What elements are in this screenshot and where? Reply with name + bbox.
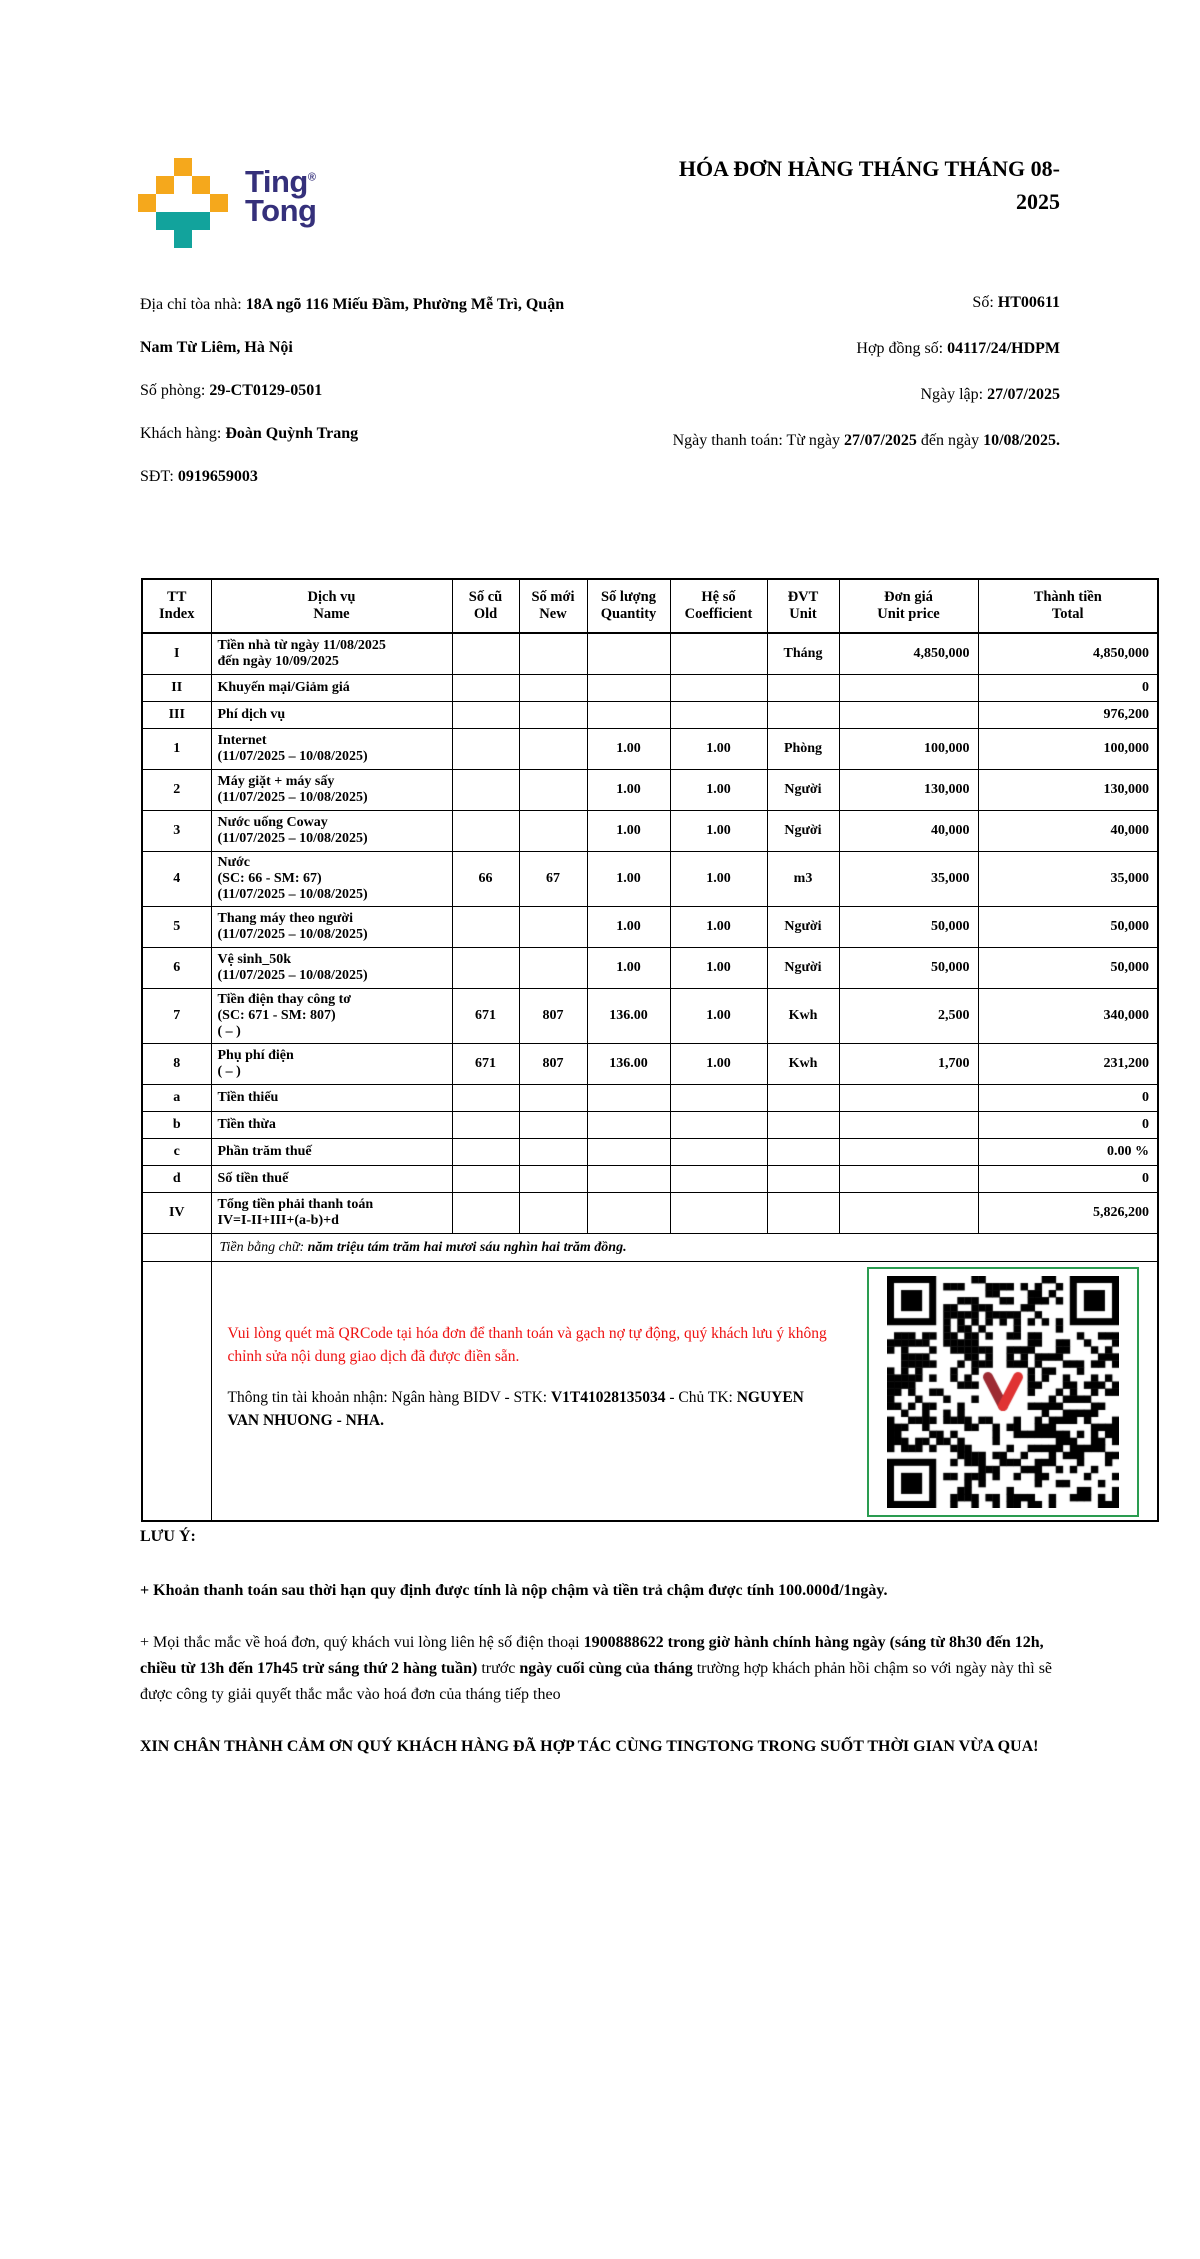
cell-unit	[767, 1139, 839, 1166]
note-contact-seg: trường hợp khách phản hồi chậm so với ngày này thì sẽ được công ty giải quyết thắc mắc vào hoá đơn của tháng tiếp theo	[140, 1660, 1053, 1703]
table-row	[142, 1085, 1158, 1112]
table-header-label: Unit price	[877, 606, 940, 622]
cell-empty	[142, 1262, 211, 1522]
cell-price: 4,850,000	[839, 633, 978, 675]
cell-qty: 136.00	[587, 1044, 670, 1085]
cell-qty: 1.00	[587, 907, 670, 948]
table-header-cell	[452, 579, 519, 633]
cell-price: 100,000	[839, 729, 978, 770]
cell-new	[519, 702, 587, 729]
cell-coef: 1.00	[670, 729, 767, 770]
table-row	[142, 1112, 1158, 1139]
cell-coef: 1.00	[670, 770, 767, 811]
cell-old: 66	[452, 852, 519, 907]
table-header-row	[142, 579, 1158, 633]
invoice-meta-line-seg: HT00611	[997, 294, 1060, 311]
customer-info-line	[140, 455, 598, 498]
table-header-label: Hệ số	[701, 589, 736, 605]
cell-coef: 1.00	[670, 852, 767, 907]
table-header-cell	[519, 579, 587, 633]
service-name-line: (11/07/2025 – 10/08/2025)	[217, 887, 368, 902]
cell-price: 2,500	[839, 989, 978, 1044]
cell-total: 0	[978, 1112, 1158, 1139]
cell-new: 67	[519, 852, 587, 907]
cell-qty: 1.00	[587, 770, 670, 811]
customer-info-line-seg: 29-CT0129-0501	[209, 382, 323, 399]
cell-coef	[670, 1166, 767, 1193]
cell-new	[519, 729, 587, 770]
cell-name	[211, 1139, 452, 1166]
cell-total: 0	[978, 1085, 1158, 1112]
cell-new: 807	[519, 989, 587, 1044]
invoice-meta-line	[670, 326, 1060, 372]
cell-old	[452, 811, 519, 852]
table-header-cell	[211, 579, 452, 633]
cell-price: 50,000	[839, 948, 978, 989]
customer-info-line-seg: 18A ngõ 116 Miếu Đầm, Phường Mễ Trì, Quận Nam Từ Liêm, Hà Nội	[140, 296, 565, 356]
cell-idx: 5	[142, 907, 211, 948]
table-row	[142, 852, 1158, 907]
cell-old	[452, 1085, 519, 1112]
qr-code	[887, 1276, 1119, 1508]
amount-in-words	[211, 1234, 1158, 1262]
cell-coef	[670, 1139, 767, 1166]
table-header-label: Đơn giá	[884, 589, 933, 605]
cell-total: 130,000	[978, 770, 1158, 811]
table-row	[142, 729, 1158, 770]
qr-note-red: Vui lòng quét mã QRCode tại hóa đơn để thanh toán và gạch nợ tự động, quý khách lưu ý không chỉnh sửa nội dung giao dịch đã được điền sẵn.	[227, 1325, 827, 1365]
logo-pixel	[156, 212, 210, 230]
cell-old	[452, 729, 519, 770]
cell-coef: 1.00	[670, 948, 767, 989]
table-header-label: Dịch vụ	[307, 589, 356, 605]
cell-empty	[142, 1234, 211, 1262]
footer-notes	[140, 1524, 1060, 1786]
cell-qty	[587, 675, 670, 702]
amount-words-row	[142, 1234, 1158, 1262]
cell-total: 0	[978, 1166, 1158, 1193]
cell-total: 0.00 %	[978, 1139, 1158, 1166]
cell-name	[211, 1044, 452, 1085]
service-name-line: (11/07/2025 – 10/08/2025)	[217, 790, 368, 805]
cell-old	[452, 770, 519, 811]
service-name-line: Thang máy theo người	[217, 911, 354, 926]
invoice-meta-line-seg: Ngày lập:	[920, 386, 988, 403]
cell-unit: Người	[767, 811, 839, 852]
cell-new	[519, 675, 587, 702]
cell-new: 807	[519, 1044, 587, 1085]
cell-coef	[670, 633, 767, 675]
cell-idx: d	[142, 1166, 211, 1193]
cell-unit	[767, 1166, 839, 1193]
table-header-label: ĐVT	[787, 589, 819, 605]
cell-name	[211, 852, 452, 907]
table-header-label: Old	[473, 606, 498, 622]
cell-idx: 7	[142, 989, 211, 1044]
note-contact-seg: 1900888622 trong giờ hành chính hàng ngày (sáng từ 8h30 đến 12h, chiều từ 13h đến 17h45 trừ sáng thứ 2 hàng tuần)	[140, 1634, 1044, 1677]
cell-idx: I	[142, 633, 211, 675]
service-name-line: Internet	[217, 733, 267, 748]
cell-idx: 3	[142, 811, 211, 852]
service-name-line: Tiền nhà từ ngày 11/08/2025	[217, 638, 386, 653]
cell-idx: 4	[142, 852, 211, 907]
invoice-meta	[670, 280, 1060, 464]
invoice-meta-line-seg: 27/07/2025	[844, 432, 917, 449]
cell-total: 50,000	[978, 907, 1158, 948]
invoice-meta-line-seg: Hợp đồng số:	[856, 340, 948, 357]
cell-idx: II	[142, 675, 211, 702]
service-name-line: Máy giặt + máy sấy	[217, 774, 335, 789]
cell-unit: Người	[767, 948, 839, 989]
service-name-line: Khuyến mại/Giảm giá	[217, 680, 350, 695]
account-info-seg: Thông tin tài khoản nhận: Ngân hàng BIDV - STK:	[227, 1389, 551, 1406]
customer-info-line-seg: Địa chỉ tòa nhà:	[140, 296, 246, 313]
cell-price	[839, 1085, 978, 1112]
account-info-seg: V1T41028135034	[550, 1389, 666, 1406]
note-contact-seg: ngày cuối cùng của tháng	[519, 1660, 693, 1677]
cell-price	[839, 702, 978, 729]
invoice-meta-line-seg: 10/08/2025.	[983, 432, 1060, 449]
table-row	[142, 1139, 1158, 1166]
cell-price	[839, 1166, 978, 1193]
cell-total: 0	[978, 675, 1158, 702]
cell-price: 40,000	[839, 811, 978, 852]
logo-line1: Ting®	[245, 164, 316, 199]
service-name-line: IV=I-II+III+(a-b)+d	[217, 1213, 339, 1228]
cell-old	[452, 1139, 519, 1166]
service-name-line: Tiền điện thay công tơ	[217, 992, 352, 1007]
table-row	[142, 702, 1158, 729]
table-row	[142, 948, 1158, 989]
cell-unit	[767, 1193, 839, 1234]
table-header-cell	[670, 579, 767, 633]
cell-name	[211, 811, 452, 852]
note-late-payment-seg: + Khoản thanh toán sau thời hạn quy định được tính là nộp chậm và tiền trả chậm được tính 100.000đ/1ngày.	[140, 1582, 888, 1599]
cell-new	[519, 1193, 587, 1234]
cell-name	[211, 770, 452, 811]
service-name-line: Phí dịch vụ	[217, 707, 286, 722]
service-name-line: Tiền thừa	[217, 1117, 276, 1132]
cell-price	[839, 675, 978, 702]
cell-total: 231,200	[978, 1044, 1158, 1085]
cell-name	[211, 948, 452, 989]
service-name-line: Số tiền thuế	[217, 1171, 289, 1186]
table-header-label: New	[539, 606, 567, 622]
table-header-label: Quantity	[600, 606, 657, 622]
logo-pixel	[174, 158, 192, 176]
table-row	[142, 633, 1158, 675]
cell-price	[839, 1139, 978, 1166]
cell-price	[839, 1193, 978, 1234]
notes-heading: LƯU Ý:	[140, 1528, 196, 1545]
table-header-label: Unit	[789, 606, 817, 622]
cell-idx: 6	[142, 948, 211, 989]
cell-unit: Phòng	[767, 729, 839, 770]
service-name-line: (SC: 66 - SM: 67)	[217, 871, 322, 886]
service-name-line: (11/07/2025 – 10/08/2025)	[217, 968, 368, 983]
table-header-label: Số mới	[531, 589, 575, 605]
cell-unit	[767, 675, 839, 702]
table-row	[142, 989, 1158, 1044]
cell-new	[519, 1112, 587, 1139]
cell-coef	[670, 1112, 767, 1139]
service-name-line: Nước	[217, 855, 250, 870]
note-contact-seg: + Mọi thắc mắc về hoá đơn, quý khách vui lòng liên hệ số điện thoại	[140, 1634, 584, 1651]
logo-pixel	[174, 230, 192, 248]
cell-new	[519, 1085, 587, 1112]
account-info-seg: - Chủ TK:	[665, 1389, 737, 1406]
cell-qty: 136.00	[587, 989, 670, 1044]
invoice-meta-line-seg: đến ngày	[916, 432, 984, 449]
service-name-line: Tổng tiền phải thanh toán	[217, 1197, 374, 1212]
cell-name	[211, 675, 452, 702]
invoice-meta-line	[670, 280, 1060, 326]
cell-name	[211, 907, 452, 948]
account-info	[228, 1386, 828, 1432]
amount-words-seg: năm triệu tám trăm hai mươi sáu nghìn hai trăm đồng.	[307, 1239, 627, 1255]
customer-info-line-seg: Khách hàng:	[140, 425, 226, 442]
cell-qty	[587, 1193, 670, 1234]
cell-coef	[670, 702, 767, 729]
cell-old	[452, 1166, 519, 1193]
cell-name	[211, 989, 452, 1044]
cell-coef: 1.00	[670, 907, 767, 948]
cell-unit: Người	[767, 770, 839, 811]
service-name-line: Phụ phí điện	[217, 1048, 294, 1063]
cell-coef	[670, 675, 767, 702]
table-header-label: Total	[1051, 606, 1084, 622]
cell-coef: 1.00	[670, 811, 767, 852]
cell-old	[452, 907, 519, 948]
cell-total: 340,000	[978, 989, 1158, 1044]
cell-unit: Kwh	[767, 989, 839, 1044]
service-name-line: (SC: 671 - SM: 807)	[217, 1008, 336, 1023]
cell-idx: c	[142, 1139, 211, 1166]
service-name-line: Nước uống Coway	[217, 815, 328, 830]
cell-name	[211, 729, 452, 770]
cell-idx: 2	[142, 770, 211, 811]
cell-price: 130,000	[839, 770, 978, 811]
cell-total: 4,850,000	[978, 633, 1158, 675]
table-row	[142, 907, 1158, 948]
cell-qty: 1.00	[587, 948, 670, 989]
cell-qty	[587, 633, 670, 675]
cell-price: 35,000	[839, 852, 978, 907]
cell-unit: m3	[767, 852, 839, 907]
table-header-cell	[142, 579, 211, 633]
invoice-table	[141, 578, 1159, 1522]
service-name-line: (11/07/2025 – 10/08/2025)	[217, 749, 368, 764]
logo-pixel	[138, 194, 156, 212]
brand-logo	[138, 158, 316, 248]
customer-info-line	[140, 369, 598, 412]
customer-info-line	[140, 283, 598, 369]
tingtong-logo-icon	[138, 158, 228, 248]
cell-coef: 1.00	[670, 989, 767, 1044]
cell-total: 100,000	[978, 729, 1158, 770]
cell-unit: Kwh	[767, 1044, 839, 1085]
cell-qty	[587, 1112, 670, 1139]
cell-old	[452, 633, 519, 675]
service-name-line: Tiền thiếu	[217, 1090, 279, 1105]
cell-new	[519, 948, 587, 989]
service-name-line: (11/07/2025 – 10/08/2025)	[217, 831, 368, 846]
invoice-meta-line-seg: 27/07/2025	[987, 386, 1060, 403]
invoice-meta-line	[670, 418, 1060, 464]
cell-name	[211, 1193, 452, 1234]
table-row	[142, 811, 1158, 852]
invoice-meta-line-seg: 04117/24/HDPM	[947, 340, 1060, 357]
registered-mark: ®	[307, 171, 316, 184]
cell-total: 50,000	[978, 948, 1158, 989]
cell-new	[519, 1139, 587, 1166]
cell-new	[519, 633, 587, 675]
cell-old	[452, 948, 519, 989]
service-name-line: (11/07/2025 – 10/08/2025)	[217, 927, 368, 942]
qr-payment-cell	[211, 1262, 1158, 1522]
cell-qty	[587, 1085, 670, 1112]
qr-instructions	[228, 1322, 828, 1432]
cell-qty: 1.00	[587, 811, 670, 852]
customer-info-line-seg: Đoàn Quỳnh Trang	[225, 425, 359, 442]
logo-text	[245, 164, 317, 228]
cell-name	[211, 1166, 452, 1193]
cell-new	[519, 907, 587, 948]
table-header-cell	[767, 579, 839, 633]
service-name-line: ( – )	[217, 1064, 241, 1079]
table-row	[142, 1166, 1158, 1193]
cell-name	[211, 702, 452, 729]
table-row	[142, 1044, 1158, 1085]
cell-total: 976,200	[978, 702, 1158, 729]
service-name-line: Phần trăm thuế	[217, 1144, 312, 1159]
table-header-cell	[978, 579, 1158, 633]
cell-price: 1,700	[839, 1044, 978, 1085]
customer-info-line-seg: 0919659003	[177, 468, 258, 485]
cell-idx: b	[142, 1112, 211, 1139]
customer-info-line-seg: Số phòng:	[140, 382, 210, 399]
table-header-label: TT	[167, 589, 187, 605]
cell-idx: 1	[142, 729, 211, 770]
table-header-cell	[587, 579, 670, 633]
cell-qty	[587, 702, 670, 729]
cell-coef	[670, 1085, 767, 1112]
cell-old	[452, 1193, 519, 1234]
cell-new	[519, 811, 587, 852]
cell-total: 5,826,200	[978, 1193, 1158, 1234]
table-header-label: Name	[313, 606, 350, 622]
cell-total: 35,000	[978, 852, 1158, 907]
logo-pixel	[192, 176, 210, 194]
logo-pixel	[156, 176, 174, 194]
invoice-title-line2: 2025	[1016, 189, 1060, 214]
cell-total: 40,000	[978, 811, 1158, 852]
qr-code-box	[867, 1267, 1139, 1517]
cell-name	[211, 633, 452, 675]
note-contact	[140, 1630, 1060, 1708]
table-header-label: Index	[159, 606, 195, 622]
service-name-line: Vệ sinh_50k	[217, 952, 292, 967]
cell-unit: Người	[767, 907, 839, 948]
invoice-meta-line-seg: Ngày thanh toán: Từ ngày	[672, 432, 845, 449]
cell-idx: a	[142, 1085, 211, 1112]
cell-old	[452, 1112, 519, 1139]
table-row	[142, 675, 1158, 702]
account-info-seg: NGUYEN VAN NHUONG - NHA.	[227, 1389, 804, 1429]
cell-qty	[587, 1139, 670, 1166]
cell-idx: IV	[142, 1193, 211, 1234]
cell-unit	[767, 702, 839, 729]
table-header-label: Thành tiền	[1033, 589, 1102, 605]
invoice-meta-line	[670, 372, 1060, 418]
service-name-line: ( – )	[217, 1024, 241, 1039]
cell-coef	[670, 1193, 767, 1234]
table-row	[142, 770, 1158, 811]
table-header-cell	[839, 579, 978, 633]
service-name-line: đến ngày 10/09/2025	[217, 654, 339, 669]
logo-pixel	[210, 194, 228, 212]
customer-info-line	[140, 412, 598, 455]
invoice-title	[580, 152, 1060, 218]
note-late-payment	[140, 1578, 1060, 1604]
qr-row	[142, 1262, 1158, 1522]
table-row	[142, 1193, 1158, 1234]
cell-qty: 1.00	[587, 729, 670, 770]
cell-idx: III	[142, 702, 211, 729]
cell-name	[211, 1085, 452, 1112]
cell-coef: 1.00	[670, 1044, 767, 1085]
cell-unit: Tháng	[767, 633, 839, 675]
invoice-title-line1: HÓA ĐƠN HÀNG THÁNG THÁNG 08-	[678, 156, 1060, 181]
cell-idx: 8	[142, 1044, 211, 1085]
cell-old	[452, 702, 519, 729]
amount-words-seg: Tiền bằng chữ:	[219, 1239, 308, 1255]
cell-old	[452, 675, 519, 702]
table-header-label: Số cũ	[468, 589, 503, 605]
table-header-label: Số lượng	[600, 589, 656, 605]
cell-old: 671	[452, 1044, 519, 1085]
cell-name	[211, 1112, 452, 1139]
invoice-meta-line-seg: Số:	[972, 294, 998, 311]
cell-unit	[767, 1085, 839, 1112]
customer-info-line-seg: SĐT:	[140, 468, 178, 485]
cell-price: 50,000	[839, 907, 978, 948]
cell-unit	[767, 1112, 839, 1139]
cell-old: 671	[452, 989, 519, 1044]
cell-price	[839, 1112, 978, 1139]
table-header-label: Coefficient	[684, 606, 753, 622]
cell-new	[519, 1166, 587, 1193]
cell-new	[519, 770, 587, 811]
thanks-note: XIN CHÂN THÀNH CẢM ƠN QUÝ KHÁCH HÀNG ĐÃ HỢP TÁC CÙNG TINGTONG TRONG SUỐT THỜI GIAN VỪA QUA!	[140, 1738, 1039, 1755]
note-contact-seg: trước	[477, 1660, 520, 1677]
cell-qty: 1.00	[587, 852, 670, 907]
cell-qty	[587, 1166, 670, 1193]
customer-info	[140, 283, 598, 498]
logo-line2: Tong	[245, 193, 317, 228]
